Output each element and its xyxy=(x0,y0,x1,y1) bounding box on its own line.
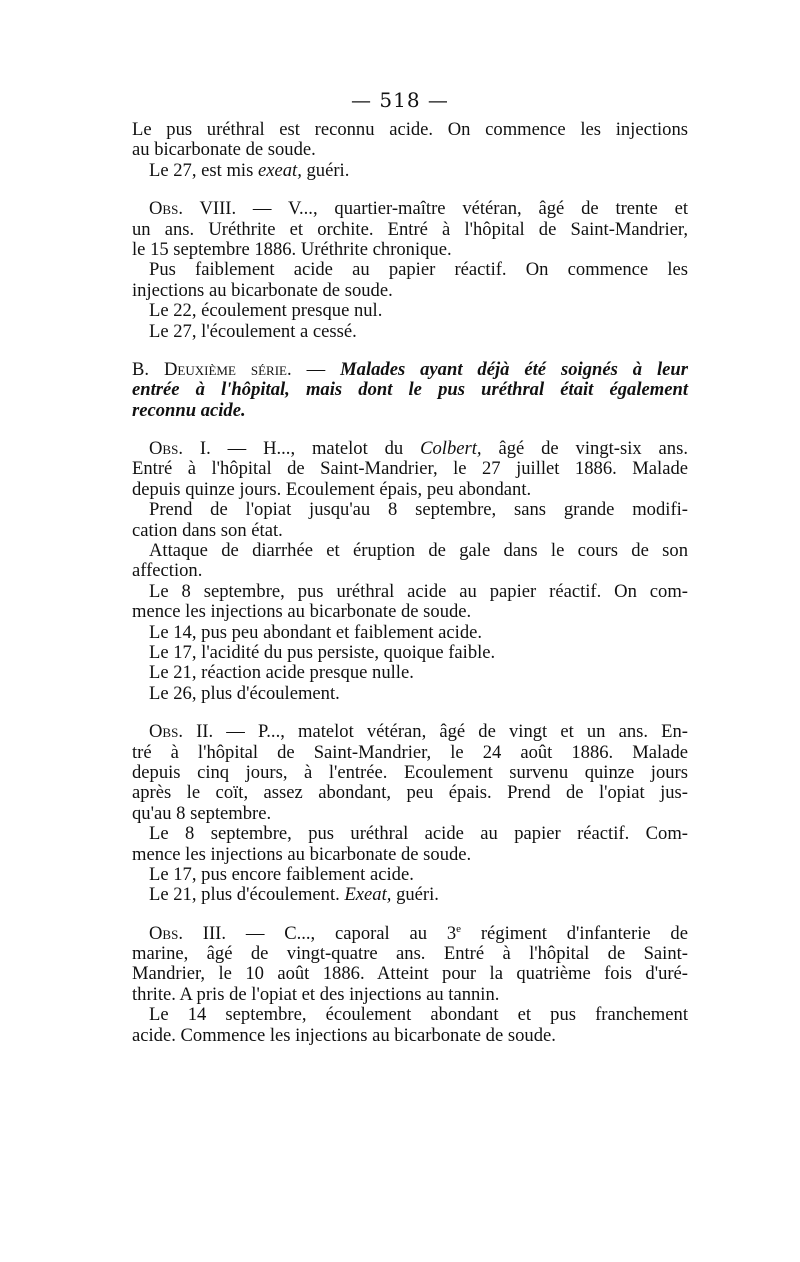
text-line xyxy=(132,480,688,500)
text-segment: . VIII. — V..., quartier-maître vétéran, âgé de trente et xyxy=(178,198,688,220)
text-segment: qu'au 8 septembre. xyxy=(132,802,272,824)
text-segment: Le 14 septembre, écoulement abondant et pus franchement xyxy=(149,1004,688,1026)
text-segment: au bicarbonate de soude. xyxy=(132,139,316,161)
text-line xyxy=(132,541,688,561)
text-segment: Le 17, l'acidité du pus persiste, quoique faible. xyxy=(149,641,496,663)
text-segment: e xyxy=(456,922,462,935)
text-segment: marine, âgé de vingt-quatre ans. Entré à l'hôpital de Saint- xyxy=(132,943,688,965)
paragraph-gap xyxy=(132,181,688,199)
text-segment: Exeat, xyxy=(344,884,392,906)
text-segment: . II. — P..., matelot vétéran, âgé de vingt et un ans. En- xyxy=(178,721,688,743)
text-segment: thrite. A pris de l'opiat et des injections au tannin. xyxy=(132,983,500,1005)
text-segment: après le coït, assez abondant, peu épais. Prend de l'opiat jus- xyxy=(132,782,688,804)
text-segment: — xyxy=(291,358,341,380)
text-line xyxy=(132,301,688,321)
text-line xyxy=(132,281,688,301)
text-line xyxy=(132,885,688,905)
text-segment: Le 17, pus encore faiblement acide. xyxy=(149,863,414,885)
text-line xyxy=(132,459,688,479)
text-segment: Le 8 septembre, pus uréthral acide au papier réactif. Com- xyxy=(149,823,688,845)
text-line xyxy=(132,924,688,944)
text-line xyxy=(132,684,688,704)
text-line xyxy=(132,161,688,181)
text-segment: reconnu acide. xyxy=(132,399,246,421)
text-segment: . III. — C..., caporal au 3 xyxy=(178,922,457,944)
text-segment: tré à l'hôpital de Saint-Mandrier, le 24 août 1886. Malade xyxy=(132,741,688,763)
text-line xyxy=(132,199,688,219)
text-segment: guéri. xyxy=(391,884,439,906)
text-line xyxy=(132,763,688,783)
text-line xyxy=(132,582,688,602)
text-segment: entrée à l'hôpital, mais dont le pus uréthral était également xyxy=(132,379,688,401)
text-segment: Obs xyxy=(149,438,179,460)
text-segment: injections au bicarbonate de soude. xyxy=(132,279,393,301)
paragraph-gap xyxy=(132,342,688,360)
text-segment: Colbert, xyxy=(420,438,482,460)
text-line xyxy=(132,521,688,541)
text-line xyxy=(132,845,688,865)
text-line xyxy=(132,561,688,581)
text-line xyxy=(132,865,688,885)
text-segment: exeat, xyxy=(257,159,302,181)
text-line xyxy=(132,1005,688,1025)
text-segment: Le 27, est mis xyxy=(149,159,258,181)
text-line xyxy=(132,824,688,844)
text-line xyxy=(132,964,688,984)
text-segment: le 15 septembre 1886. Uréthrite chronique. xyxy=(132,238,452,260)
text-segment: Malades ayant déjà été soignés à leur xyxy=(340,358,689,380)
text-line xyxy=(132,623,688,643)
text-line xyxy=(132,120,688,140)
text-segment: depuis cinq jours, à l'entrée. Ecoulement survenu quinze jours xyxy=(132,761,688,783)
text-segment: cation dans son état. xyxy=(132,519,283,541)
text-line xyxy=(132,322,688,342)
text-line xyxy=(132,722,688,742)
text-line xyxy=(132,500,688,520)
text-segment: Le 8 septembre, pus uréthral acide au papier réactif. On com- xyxy=(149,580,688,602)
text-segment: Le 21, plus d'écoulement. xyxy=(149,884,345,906)
text-line xyxy=(132,1026,688,1046)
paragraph-gap xyxy=(132,421,688,439)
text-segment: Obs xyxy=(149,922,179,944)
text-line xyxy=(132,743,688,763)
text-line xyxy=(132,240,688,260)
text-segment: Le 27, l'écoulement a cessé. xyxy=(149,320,357,342)
text-line xyxy=(132,663,688,683)
page-number: — 518 — xyxy=(351,88,449,112)
text-segment: Mandrier, le 10 août 1886. Atteint pour la quatrième fois d'uré- xyxy=(132,963,688,985)
text-segment: Pus faiblement acide au papier réactif. On commence les xyxy=(149,259,688,281)
text-segment: guéri. xyxy=(301,159,350,181)
text-segment: B. Deuxième série. xyxy=(132,358,292,380)
text-segment: Le pus uréthral est reconnu acide. On commence les injections xyxy=(132,119,688,140)
text-segment: acide. Commence les injections au bicarbonate de soude. xyxy=(132,1024,556,1046)
text-line xyxy=(132,380,688,400)
text-segment: mence les injections au bicarbonate de soude. xyxy=(132,843,472,865)
text-line xyxy=(132,783,688,803)
text-segment: Obs xyxy=(149,721,179,743)
text-line xyxy=(132,804,688,824)
text-segment: depuis quinze jours. Ecoulement épais, peu abondant. xyxy=(132,478,532,500)
text-segment: . I. — H..., matelot du xyxy=(178,438,421,460)
paragraph-gap xyxy=(132,906,688,924)
paragraph-gap xyxy=(132,704,688,722)
text-line xyxy=(132,643,688,663)
text-segment: affection. xyxy=(132,560,203,582)
text-segment: mence les injections au bicarbonate de soude. xyxy=(132,601,472,623)
text-line xyxy=(132,260,688,280)
text-segment: Le 26, plus d'écoulement. xyxy=(149,682,340,704)
text-segment: régiment d'infanterie de xyxy=(461,922,688,944)
text-segment: âgé de vingt-six ans. xyxy=(481,438,688,460)
text-segment: Obs xyxy=(149,198,179,220)
text-segment: Le 22, écoulement presque nul. xyxy=(149,300,383,322)
text-line xyxy=(132,360,688,380)
text-line xyxy=(132,439,688,459)
text-segment: Le 14, pus peu abondant et faiblement acide. xyxy=(149,621,483,643)
text-segment: Attaque de diarrhée et éruption de gale dans le cours de son xyxy=(149,540,688,562)
text-segment: Entré à l'hôpital de Saint-Mandrier, le 27 juillet 1886. Malade xyxy=(132,458,688,480)
text-line xyxy=(132,401,688,421)
body-text xyxy=(132,120,688,1046)
text-segment: Le 21, réaction acide presque nulle. xyxy=(149,662,414,684)
text-line xyxy=(132,985,688,1005)
text-line xyxy=(132,140,688,160)
text-segment: Prend de l'opiat jusqu'au 8 septembre, sans grande modifi- xyxy=(149,499,688,521)
text-line xyxy=(132,602,688,622)
text-line xyxy=(132,944,688,964)
text-segment: un ans. Uréthrite et orchite. Entré à l'hôpital de Saint-Mandrier, xyxy=(132,218,688,240)
text-line xyxy=(132,220,688,240)
